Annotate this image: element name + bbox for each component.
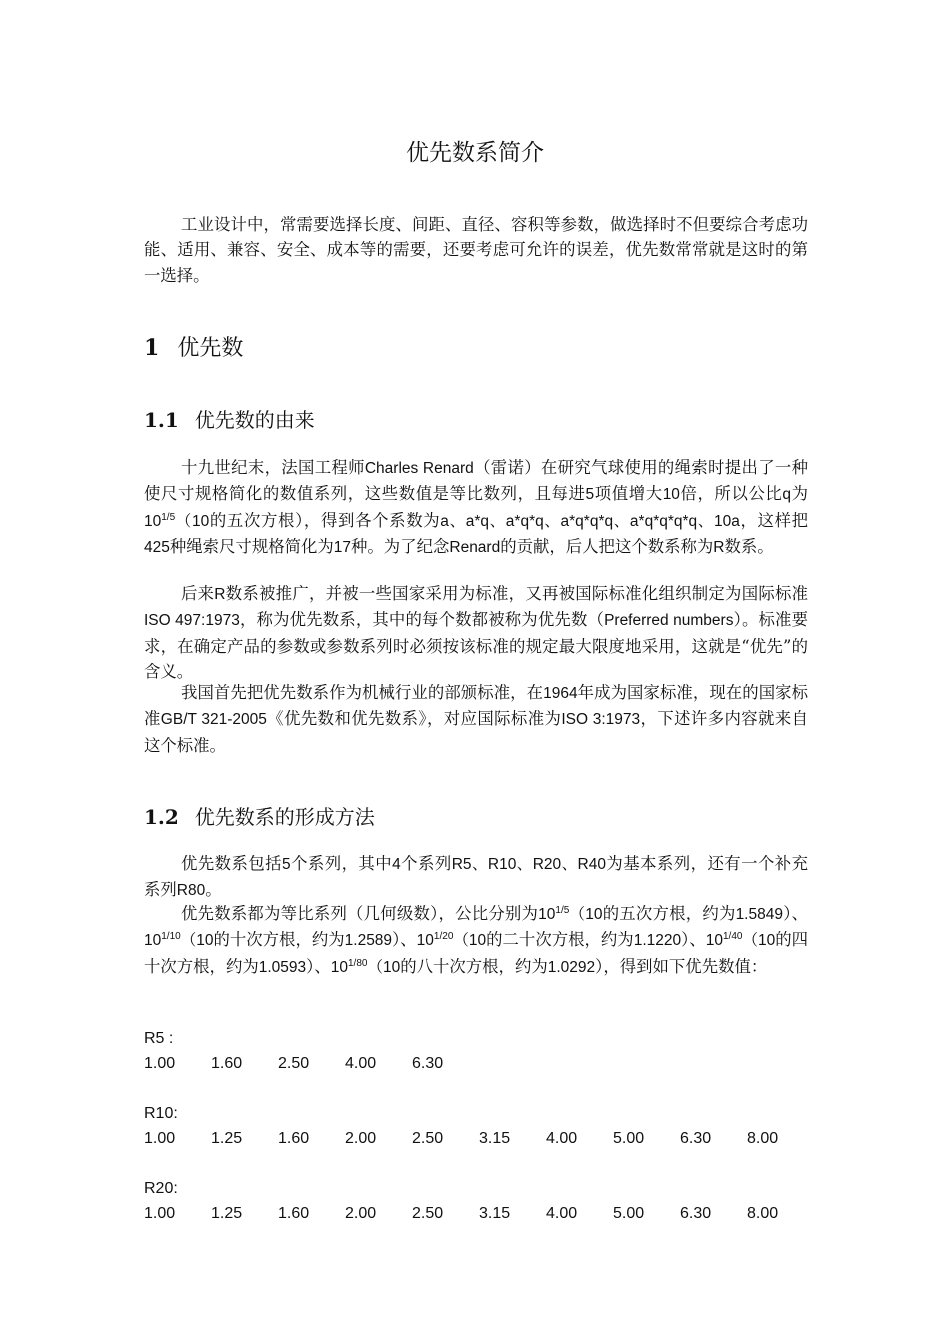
series-value: 4.00 [546, 1130, 578, 1147]
series-value: 1.00 [144, 1205, 176, 1222]
formation-paragraph-1: 优先数系包括5个系列，其中4个系列R5、R10、R20、R40为基本系列，还有一个补充系列R80。 [144, 854, 809, 900]
series-value: 8.00 [747, 1205, 779, 1222]
series-value: 3.15 [479, 1130, 511, 1147]
section-number: 1.1 [144, 408, 179, 432]
section-number: 1.2 [144, 805, 179, 829]
history-paragraph-1: 十九世纪末，法国工程师Charles Renard（雷诺）在研究气球使用的绳索时提出了一种使尺寸规格简化的数值系列，这些数值是等比数列，且每进5项值增大10倍，所以公比q为$10^{1/5}(10$的五次方根），得到各个系数为a、a*q、a*q*q、a*q*q*q、a*q*q*q*q、10a，这样把425种绳索尺寸规格简化为17种。为了纪念Renard的贡献，后人把这个数系称为R数系。 [144, 458, 809, 556]
series-value: 1.60 [278, 1130, 310, 1147]
series-value: 1.60 [278, 1205, 310, 1222]
series-value: 6.30 [412, 1055, 444, 1072]
series-values-r5 [144, 1053, 844, 1075]
section-1-heading [144, 332, 243, 365]
series-value: 8.00 [747, 1130, 779, 1147]
series-value: 5.00 [613, 1205, 645, 1222]
series-label-r10: R10: [144, 1105, 178, 1122]
series-values-r10 [144, 1128, 844, 1150]
intro-paragraph: 工业设计中，常需要选择长度、间距、直径、容积等参数，做选择时不但要综合考虑功能、适用、兼容、安全、成本等的需要，还要考虑可允许的误差，优先数常常就是这时的第一选择。 [144, 215, 808, 285]
section-title: 优先数 [177, 336, 244, 361]
series-value: 1.25 [211, 1205, 243, 1222]
history-paragraph-2: 后来R数系被推广，并被一些国家采用为标准，又再被国际标准化组织制定为国际标准ISO 497:1973，称为优先数系，其中的每个数都被称为优先数（Preferred numbers）。标准要求，在确定产品的参数或参数系列时必须按该标准的规定最大限度地采用，这就是“优先”的含义。 [144, 584, 809, 681]
section-1-2-heading [144, 802, 375, 832]
series-value: 2.00 [345, 1130, 377, 1147]
series-value: 4.00 [345, 1055, 377, 1072]
section-title: 优先数的由来 [194, 408, 315, 432]
formation-paragraph-2: 优先数系都为等比系列（几何级数），公比分别为$10^{1/5}(10$的五次方根，约为1.5849）、$10^{1/10}(10$的十次方根，约为1.2589）、$10^{1/20}(10$的二十次方根，约为1.1220）、$10^{1/40}(10$的四十次方根，约为1.0593）、$10^{1/80}(10$的八十次方根，约为1.0292），得到如下优先数值： [144, 904, 808, 976]
page-title: 优先数系简介 [406, 140, 544, 166]
section-title: 优先数系的形成方法 [194, 805, 375, 829]
series-values-r20 [144, 1203, 844, 1225]
section-number: 1 [144, 335, 160, 361]
section-1-1-heading [144, 405, 315, 435]
series-value: 2.50 [412, 1130, 444, 1147]
series-value: 1.00 [144, 1130, 176, 1147]
series-value: 1.00 [144, 1055, 176, 1072]
history-paragraph-3: 我国首先把优先数系作为机械行业的部颁标准，在1964年成为国家标准，现在的国家标准GB/T 321-2005《优先数和优先数系》，对应国际标准为ISO 3:1973，下述许多内容就来自这个标准。 [144, 683, 809, 755]
series-value: 4.00 [546, 1205, 578, 1222]
series-value: 6.30 [680, 1130, 712, 1147]
series-value: 1.60 [211, 1055, 243, 1072]
series-label-r5: R5 : [144, 1030, 174, 1047]
series-label-r20: R20: [144, 1180, 178, 1197]
series-value: 6.30 [680, 1205, 712, 1222]
series-value: 2.50 [278, 1055, 310, 1072]
series-value: 3.15 [479, 1205, 511, 1222]
series-value: 5.00 [613, 1130, 645, 1147]
series-value: 2.00 [345, 1205, 377, 1222]
series-value: 1.25 [211, 1130, 243, 1147]
series-value: 2.50 [412, 1205, 444, 1222]
